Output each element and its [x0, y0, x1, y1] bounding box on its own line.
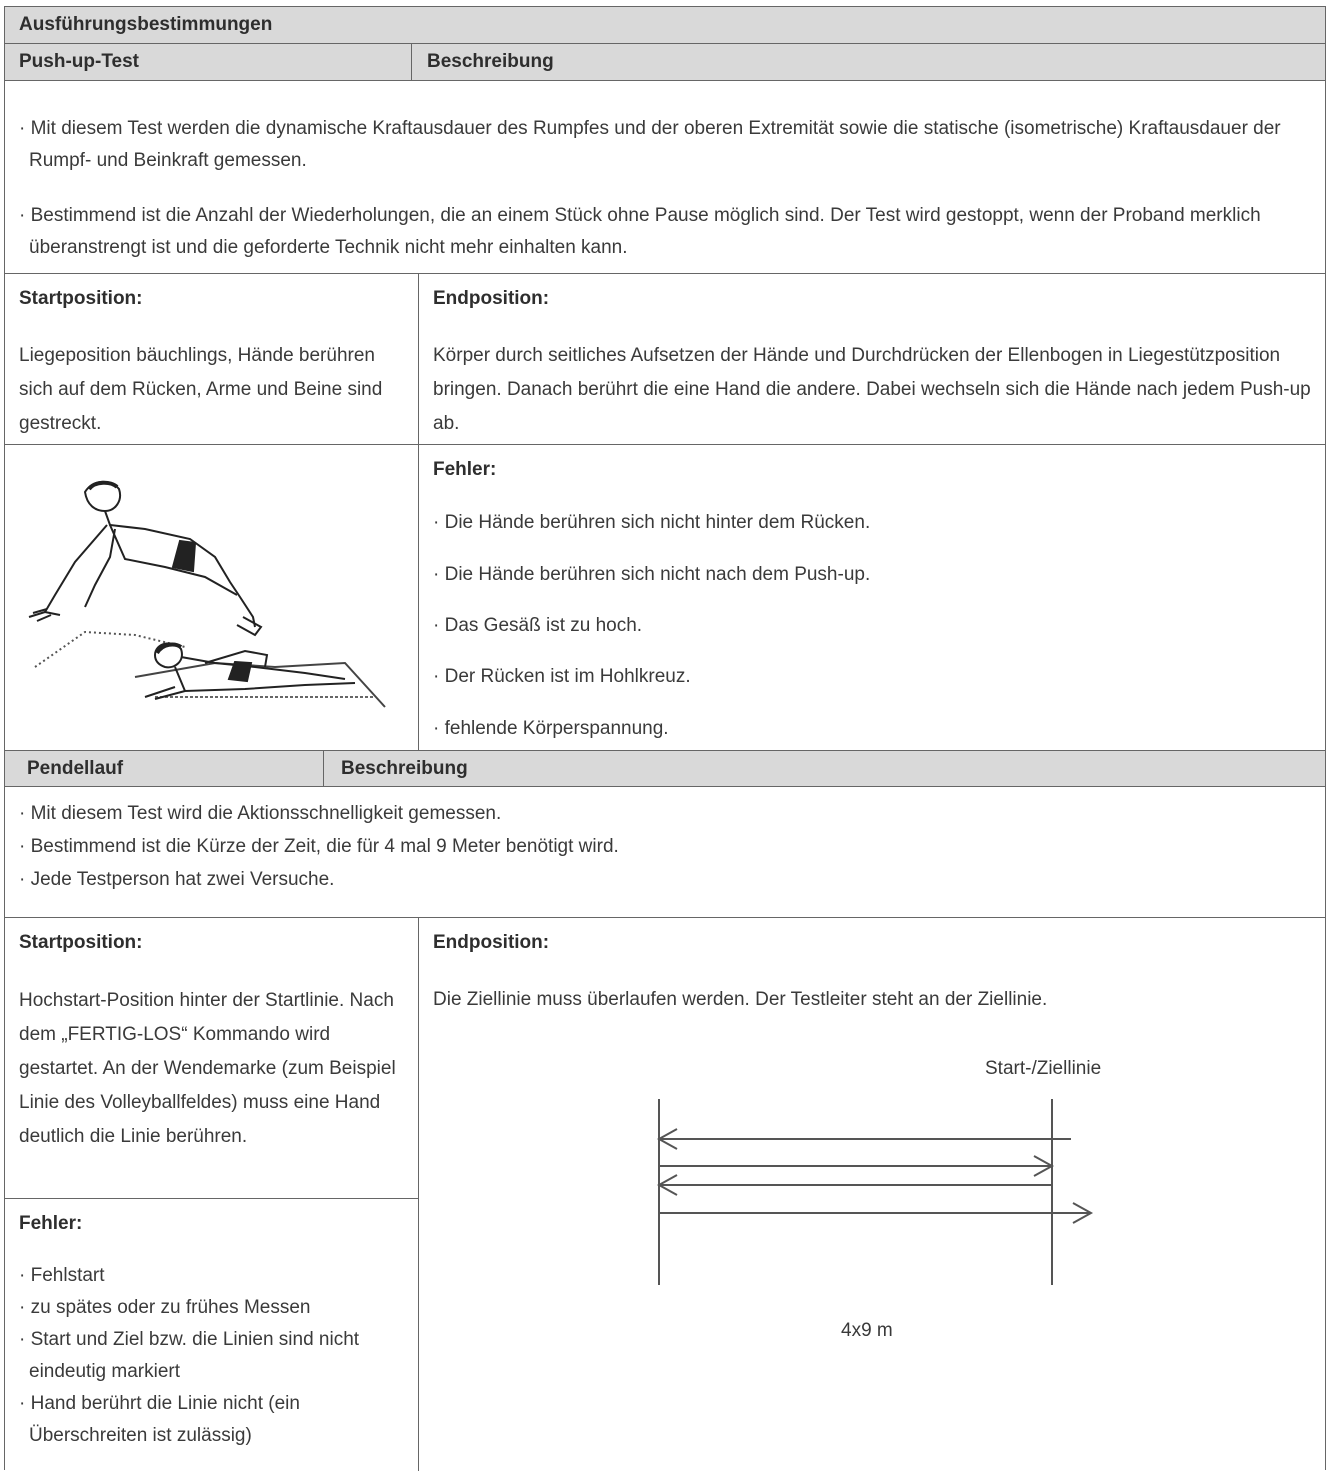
diagram-bottom-label: 4x9 m — [841, 1320, 893, 1341]
pushup-end-label: Endposition: — [433, 288, 550, 309]
shuttle-run-diagram — [645, 1093, 1105, 1293]
pushup-bullet-2: · Bestimmend ist die Anzahl der Wiederholungen, die an einem Stück ohne Pause möglich sind. Der Test wird gestoppt, wenn der Proband merklich überanstrengt ist und die geforderte Technik nicht mehr einhalten kann. — [19, 205, 1261, 258]
section-header — [5, 7, 1325, 44]
pendel-bullet-3: · Jede Testperson hat zwei Versuche. — [19, 869, 335, 890]
pushup-start-label: Startposition: — [19, 288, 143, 309]
pendel-error-2: · zu spätes oder zu frühes Messen — [19, 1297, 311, 1318]
pushup-bullet-1: · Mit diesem Test werden die dynamische Kraftausdauer des Rumpfes und der oberen Extremität sowie die statische (isometrische) Kraftausdauer der Rumpf- und Beinkraft gemessen. — [19, 118, 1281, 171]
pendel-header — [5, 750, 1325, 787]
pendel-errors-label: Fehler: — [19, 1213, 83, 1234]
pendel-description-label: Beschreibung — [341, 757, 468, 779]
pushup-illustration — [15, 467, 395, 717]
pushup-error-2: · Die Hände berühren sich nicht nach dem Push-up. — [433, 564, 871, 585]
pendel-end-label: Endposition: — [433, 932, 550, 953]
pushup-start-text: Liegeposition bäuchlings, Hände berühren sich auf dem Rücken, Arme und Beine sind gestreckt. — [19, 345, 383, 434]
pendel-end-text: Die Ziellinie muss überlaufen werden. Der Testleiter steht an der Ziellinie. — [433, 989, 1048, 1010]
pushup-title: Push-up-Test — [19, 51, 139, 72]
pendel-title: Pendellauf — [27, 757, 124, 779]
pushup-errors-label: Fehler: — [433, 459, 497, 480]
section-title: Ausführungsbestimmungen — [19, 14, 273, 35]
pendel-start-label: Startposition: — [19, 932, 143, 953]
pushup-error-1: · Die Hände berühren sich nicht hinter dem Rücken. — [433, 512, 871, 533]
pendel-bullet-1: · Mit diesem Test wird die Aktionsschnelligkeit gemessen. — [19, 803, 502, 824]
pendel-error-1: · Fehlstart — [19, 1265, 105, 1286]
pendel-error-4: · Hand berührt die Linie nicht (ein Überschreiten ist zulässig) — [19, 1393, 300, 1446]
pushup-error-5: · fehlende Körperspannung. — [433, 718, 669, 739]
pendel-start-text: Hochstart-Position hinter der Startlinie. Nach dem „FERTIG-LOS“ Kommando wird gestartet. An der Wendemarke (zum Beispiel Linie des Volleyballfeldes) muss eine Hand deutlich die Linie berühren. — [19, 990, 396, 1147]
diagram-top-label: Start-/Ziellinie — [985, 1058, 1102, 1079]
pendel-error-3: · Start und Ziel bzw. die Linien sind nicht eindeutig markiert — [19, 1329, 360, 1382]
test-instructions-table — [4, 6, 1326, 1470]
pushup-error-3: · Das Gesäß ist zu hoch. — [433, 615, 643, 636]
pushup-error-4: · Der Rücken ist im Hohlkreuz. — [433, 666, 691, 687]
pushup-end-text: Körper durch seitliches Aufsetzen der Hände und Durchdrücken der Ellenbogen in Liegestützposition bringen. Danach berührt die eine Hand die andere. Dabei wechseln sich die Hände nach jedem Push-up ab. — [433, 345, 1311, 434]
pushup-header — [5, 44, 1325, 81]
pendel-bullet-2: · Bestimmend ist die Kürze der Zeit, die für 4 mal 9 Meter benötigt wird. — [19, 836, 619, 857]
pushup-description-label: Beschreibung — [427, 51, 554, 72]
